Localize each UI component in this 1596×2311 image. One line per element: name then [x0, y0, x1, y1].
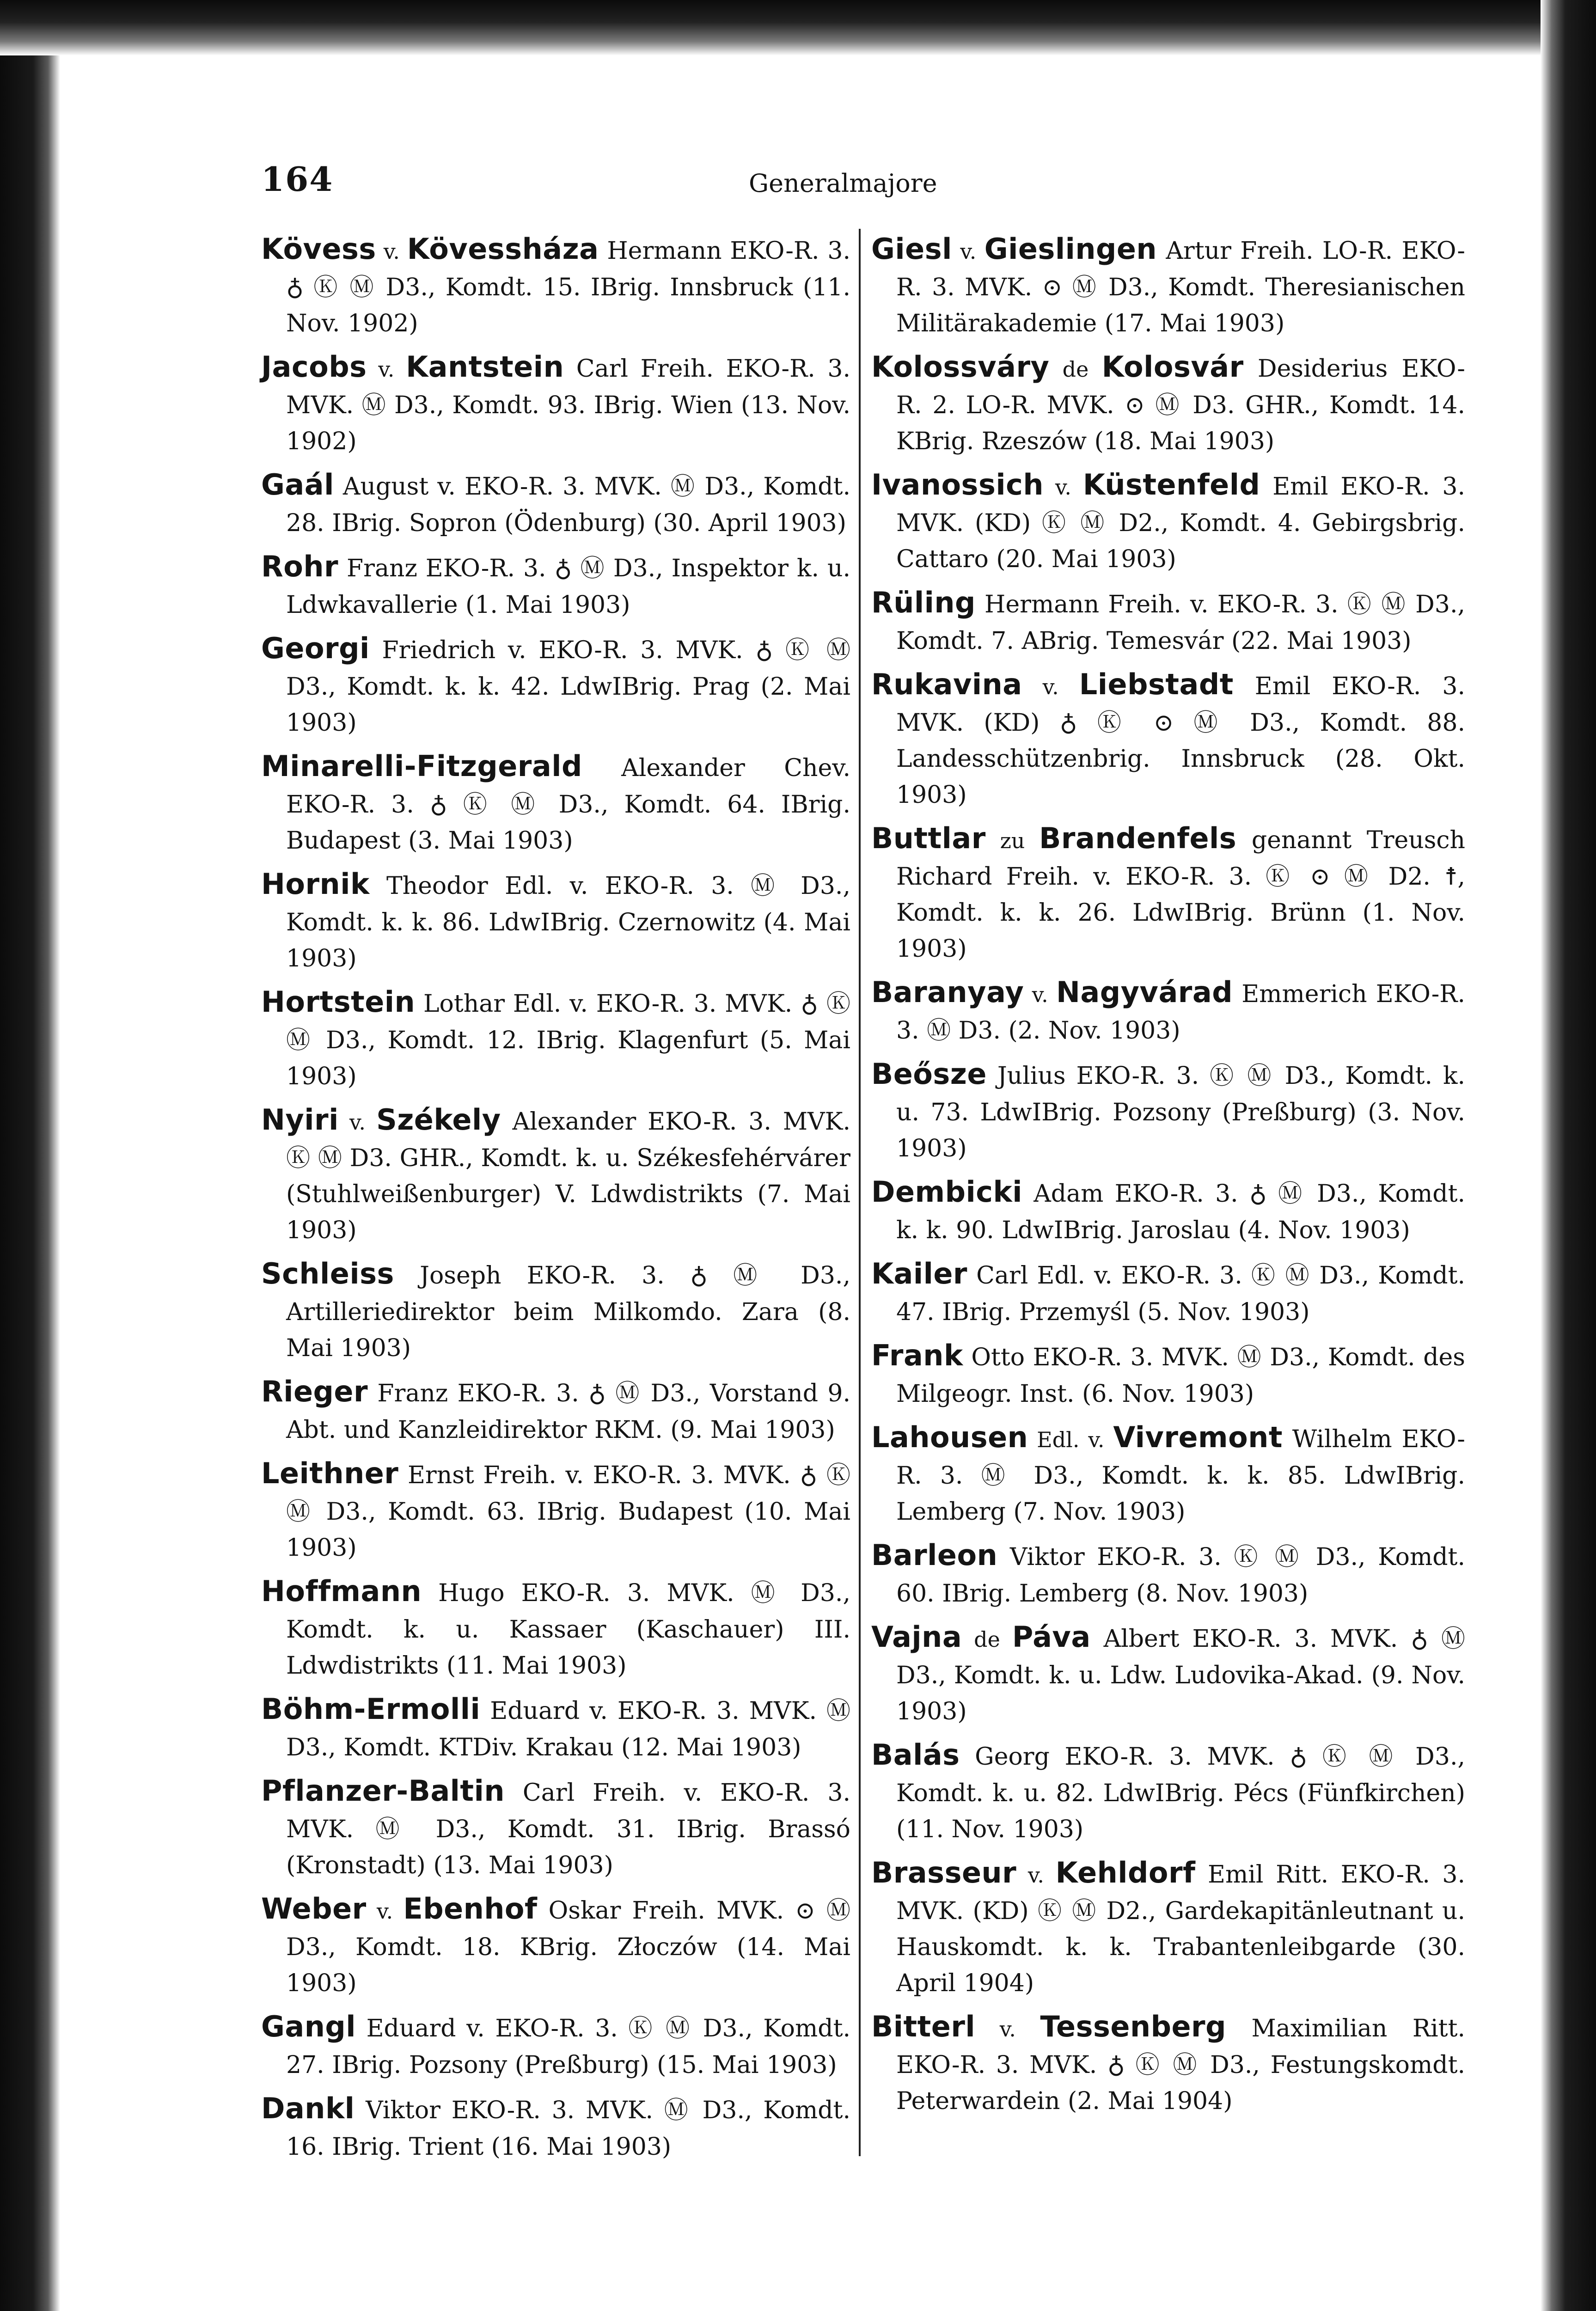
entry-surname: Hornik: [261, 867, 370, 901]
entry-surname: Gaál: [261, 468, 334, 501]
entry-text: Desiderius EKO-R. 2. LO-R. MVK. ⊙ Ⓜ D3. GHR., Komdt. 14. KBrig. Rzeszów (18. Mai 1903): [896, 355, 1465, 455]
entry-surname: Rohr: [261, 550, 339, 583]
entry-surname: Jacobs: [261, 350, 367, 384]
entry-text: Emil Ritt. EKO-R. 3. MVK. (KD) Ⓚ Ⓜ D2., Gardekapitänleutnant u. Hauskomdt. k. k. Trabantenleibgarde (30. April 1904): [896, 1861, 1465, 1997]
entry-text: Georg EKO-R. 3. MVK. ♁ Ⓚ Ⓜ D3., Komdt. k. u. 82. LdwIBrig. Pécs (Fünfkirchen) (11. Nov. 1903): [896, 1743, 1465, 1843]
entry-predicate: Brandenfels: [1039, 821, 1237, 855]
entry-surname: Baranyay: [871, 975, 1024, 1009]
entry-surname: Beősze: [871, 1057, 987, 1091]
entry-predicate: Kantstein: [406, 350, 564, 384]
entry-text: Carl Freih. v. EKO-R. 3. MVK. Ⓜ D3., Komdt. 31. IBrig. Brassó (Kronstadt) (13. Mai 1903): [286, 1779, 850, 1879]
entry-surname: Böhm-Ermolli: [261, 1692, 481, 1726]
entry-text: Emil EKO-R. 3. MVK. (KD) ♁ Ⓚ ⊙ Ⓜ D3., Komdt. 88. Landesschützenbrig. Innsbruck (28. Okt. 1903): [896, 673, 1465, 809]
entry: [871, 974, 1465, 1049]
entry-text: Ernst Freih. v. EKO-R. 3. MVK. ♁ Ⓚ Ⓜ D3., Komdt. 63. IBrig. Budapest (10. Mai 1903): [286, 1461, 850, 1562]
entry: [871, 1619, 1465, 1730]
entry-text: Carl Freih. EKO-R. 3. MVK. Ⓜ D3., Komdt. 93. IBrig. Wien (13. Nov. 1902): [286, 355, 850, 455]
entry: [261, 1573, 850, 1684]
page-number: 164: [261, 159, 334, 199]
entry: [871, 666, 1465, 813]
entry-surname: Weber: [261, 1892, 367, 1926]
entry: [871, 1537, 1465, 1612]
entry-text: Emmerich EKO-R. 3. Ⓜ D3. (2. Nov. 1903): [896, 980, 1465, 1045]
entry: [261, 630, 850, 741]
entry-particle: v.: [338, 1110, 377, 1135]
entry-particle: v.: [367, 357, 406, 382]
entry-surname: Barleon: [871, 1538, 998, 1572]
entry: [261, 866, 850, 977]
entry-particle: v.: [1022, 674, 1079, 699]
entry: [261, 1691, 850, 1766]
entry-predicate: Vivremont: [1113, 1420, 1283, 1454]
entry-predicate: Kolosvár: [1101, 350, 1244, 384]
entry-surname: Kailer: [871, 1257, 968, 1290]
entry: [261, 1102, 850, 1248]
entry-particle: zu: [985, 828, 1040, 853]
entry: [871, 1855, 1465, 2001]
entry-surname: Brasseur: [871, 1856, 1017, 1889]
entry-surname: Buttlar: [871, 821, 986, 855]
entry-particle: de: [1049, 357, 1102, 382]
entry-predicate: Kehldorf: [1055, 1856, 1196, 1889]
entry-surname: Pflanzer-Baltin: [261, 1774, 505, 1808]
entry: [871, 231, 1465, 342]
entry-text: Carl Edl. v. EKO-R. 3. Ⓚ Ⓜ D3., Komdt. 47. IBrig. Przemyśl (5. Nov. 1903): [896, 1262, 1465, 1326]
entry-text: Oskar Freih. MVK. ⊙ Ⓜ D3., Komdt. 18. KBrig. Złoczów (14. Mai 1903): [286, 1897, 850, 1997]
entry-particle: v.: [975, 2017, 1040, 2042]
entry-surname: Lahousen: [871, 1420, 1028, 1454]
entry: [261, 1374, 850, 1448]
entry-particle: v.: [1044, 475, 1083, 500]
entry: [261, 1455, 850, 1566]
entry: [871, 1737, 1465, 1847]
entry-surname: Kolossváry: [871, 350, 1050, 384]
entry-surname: Georgi: [261, 631, 370, 665]
entry-particle: v.: [952, 239, 985, 264]
entry: [261, 2009, 850, 2083]
entry: [871, 349, 1465, 459]
entry-particle: v.: [1024, 982, 1057, 1007]
entry-particle: v.: [1016, 1863, 1056, 1888]
entry: [871, 1256, 1465, 1330]
entry-text: Franz EKO-R. 3. ♁ Ⓜ D3., Vorstand 9. Abt. und Kanzleidirektor RKM. (9. Mai 1903): [286, 1380, 850, 1444]
entry: [261, 748, 850, 859]
entry-text: Viktor EKO-R. 3. MVK. Ⓜ D3., Komdt. 16. IBrig. Trient (16. Mai 1903): [286, 2097, 850, 2161]
entry: [261, 984, 850, 1094]
entry-surname: Giesl: [871, 232, 952, 266]
entry-predicate: Ebenhof: [403, 1892, 538, 1926]
entry-surname: Frank: [871, 1339, 963, 1372]
entry-surname: Balás: [871, 1738, 960, 1772]
entry: [261, 349, 850, 459]
entry-predicate: Tessenberg: [1040, 2010, 1226, 2043]
entry-text: Alexander Chev. EKO-R. 3. ♁ Ⓚ Ⓜ D3., Komdt. 64. IBrig. Budapest (3. Mai 1903): [286, 754, 850, 855]
entry-surname: Vajna: [871, 1620, 962, 1654]
entry: [261, 231, 850, 342]
entry-text: Alexander EKO-R. 3. MVK. Ⓚ Ⓜ D3. GHR., Komdt. k. u. Székesfehérvárer (Stuhlweißenburger) V. Ldwdistrikts (7. Mai 1903): [286, 1108, 850, 1244]
entry: [261, 549, 850, 623]
entry-text: Hugo EKO-R. 3. MVK. Ⓜ D3., Komdt. k. u. Kassaer (Kaschauer) III. Ldwdistrikts (11. Mai 1903): [286, 1579, 850, 1680]
entry-text: August v. EKO-R. 3. MVK. Ⓜ D3., Komdt. 28. IBrig. Sopron (Ödenburg) (30. April 1903): [286, 473, 850, 537]
entry-surname: Hortstein: [261, 985, 416, 1019]
entry-predicate: Gieslingen: [984, 232, 1157, 266]
entry-surname: Gangl: [261, 2010, 356, 2043]
entry-text: Theodor Edl. v. EKO-R. 3. Ⓜ D3., Komdt. k. k. 86. LdwIBrig. Czernowitz (4. Mai 1903): [286, 872, 850, 972]
entry-predicate: Páva: [1012, 1620, 1091, 1654]
entry-surname: Schleiss: [261, 1257, 394, 1290]
entry-text: Viktor EKO-R. 3. Ⓚ Ⓜ D3., Komdt. 60. IBrig. Lemberg (8. Nov. 1903): [896, 1543, 1465, 1608]
scan-border-right: [1541, 0, 1596, 2311]
entry-surname: Rieger: [261, 1375, 368, 1408]
entry-particle: v.: [366, 1899, 404, 1924]
entry-text: Franz EKO-R. 3. ♁ Ⓜ D3., Inspektor k. u. Ldwkavallerie (1. Mai 1903): [286, 555, 850, 619]
entry: [261, 2091, 850, 2165]
entry: [261, 1891, 850, 2001]
entry: [261, 467, 850, 541]
left-column: [261, 231, 850, 2172]
right-column: [871, 231, 1465, 2127]
entry-text: Maximilian Ritt. EKO-R. 3. MVK. ♁ Ⓚ Ⓜ D3., Festungskomdt. Peterwardein (2. Mai 1904): [896, 2015, 1465, 2115]
running-head: Generalmajore: [749, 169, 937, 198]
entry-text: Julius EKO-R. 3. Ⓚ Ⓜ D3., Komdt. k. u. 73. LdwIBrig. Pozsony (Preßburg) (3. Nov. 1903): [896, 1062, 1465, 1162]
entry: [871, 585, 1465, 659]
entry: [871, 1338, 1465, 1412]
entry: [261, 1256, 850, 1366]
entry-text: Friedrich v. EKO-R. 3. MVK. ♁ Ⓚ Ⓜ D3., Komdt. k. k. 42. LdwIBrig. Prag (2. Mai 1903): [286, 636, 850, 737]
entry-surname: Kövess: [261, 232, 376, 266]
entry: [871, 1174, 1465, 1248]
entry-particle: Edl. v.: [1028, 1427, 1113, 1452]
entry-predicate: Liebstadt: [1079, 667, 1234, 701]
entry-surname: Rukavina: [871, 667, 1022, 701]
entry-text: Albert EKO-R. 3. MVK. ♁ Ⓜ D3., Komdt. k. u. Ldw. Ludovika-Akad. (9. Nov. 1903): [896, 1625, 1466, 1725]
entry: [871, 1056, 1465, 1167]
entry-predicate: Kövessháza: [407, 232, 599, 266]
entry-text: Wilhelm EKO-R. 3. Ⓜ D3., Komdt. k. k. 85. LdwIBrig. Lemberg (7. Nov. 1903): [896, 1425, 1465, 1526]
entry-surname: Dankl: [261, 2091, 355, 2125]
entry-surname: Minarelli-Fitzgerald: [261, 749, 582, 783]
entry-surname: Hoffmann: [261, 1574, 422, 1608]
entry-text: Lothar Edl. v. EKO-R. 3. MVK. ♁ Ⓚ Ⓜ D3., Komdt. 12. IBrig. Klagenfurt (5. Mai 1903): [286, 990, 850, 1090]
scan-border-left: [0, 0, 60, 2311]
entry-text: Emil EKO-R. 3. MVK. (KD) Ⓚ Ⓜ D2., Komdt. 4. Gebirgsbrig. Cattaro (20. Mai 1903): [896, 473, 1465, 573]
entry-surname: Leithner: [261, 1456, 399, 1490]
entry-text: Artur Freih. LO-R. EKO-R. 3. MVK. ⊙ Ⓜ D3., Komdt. Theresianischen Militärakademie (17. Mai 1903): [896, 237, 1465, 337]
entry-surname: Ivanossich: [871, 468, 1044, 501]
entry-particle: v.: [376, 239, 407, 264]
entry-surname: Bitterl: [871, 2010, 976, 2043]
entry-text: Adam EKO-R. 3. ♁ Ⓜ D3., Komdt. k. k. 90. LdwIBrig. Jaroslau (4. Nov. 1903): [896, 1180, 1465, 1244]
entry: [871, 1419, 1465, 1530]
entry: [871, 820, 1465, 967]
entry-surname: Rüling: [871, 586, 976, 619]
entry-surname: Dembicki: [871, 1175, 1022, 1209]
entry: [261, 1773, 850, 1883]
entry-text: Eduard v. EKO-R. 3. MVK. Ⓜ D3., Komdt. KTDiv. Krakau (12. Mai 1903): [286, 1697, 850, 1761]
entry-text: Hermann Freih. v. EKO-R. 3. Ⓚ Ⓜ D3., Komdt. 7. ABrig. Temesvár (22. Mai 1903): [896, 591, 1465, 655]
entry-predicate: Székely: [376, 1103, 501, 1137]
entry: [871, 467, 1465, 577]
entry-text: Eduard v. EKO-R. 3. Ⓚ Ⓜ D3., Komdt. 27. IBrig. Pozsony (Preßburg) (15. Mai 1903): [286, 2015, 850, 2079]
entry-particle: de: [962, 1627, 1012, 1652]
entry-text: Hermann EKO-R. 3. ♁ Ⓚ Ⓜ D3., Komdt. 15. IBrig. Innsbruck (11. Nov. 1902): [286, 237, 850, 337]
entry-surname: Nyiri: [261, 1103, 339, 1137]
entry-text: Joseph EKO-R. 3. ♁ Ⓜ D3., Artilleriedirektor beim Milkomdo. Zara (8. Mai 1903): [286, 1262, 850, 1362]
entry-text: genannt Treusch Richard Freih. v. EKO-R. 3. Ⓚ ⊙ Ⓜ D2. ☨, Komdt. k. k. 26. LdwIBrig. Brünn (1. Nov. 1903): [896, 826, 1466, 963]
column-divider: [859, 229, 861, 2156]
scan-border-top: [0, 0, 1596, 55]
entry-predicate: Küstenfeld: [1082, 468, 1260, 501]
entry-text: Otto EKO-R. 3. MVK. Ⓜ D3., Komdt. des Milgeogr. Inst. (6. Nov. 1903): [896, 1344, 1465, 1408]
entry-predicate: Nagyvárad: [1056, 975, 1233, 1009]
entry: [871, 2009, 1465, 2119]
